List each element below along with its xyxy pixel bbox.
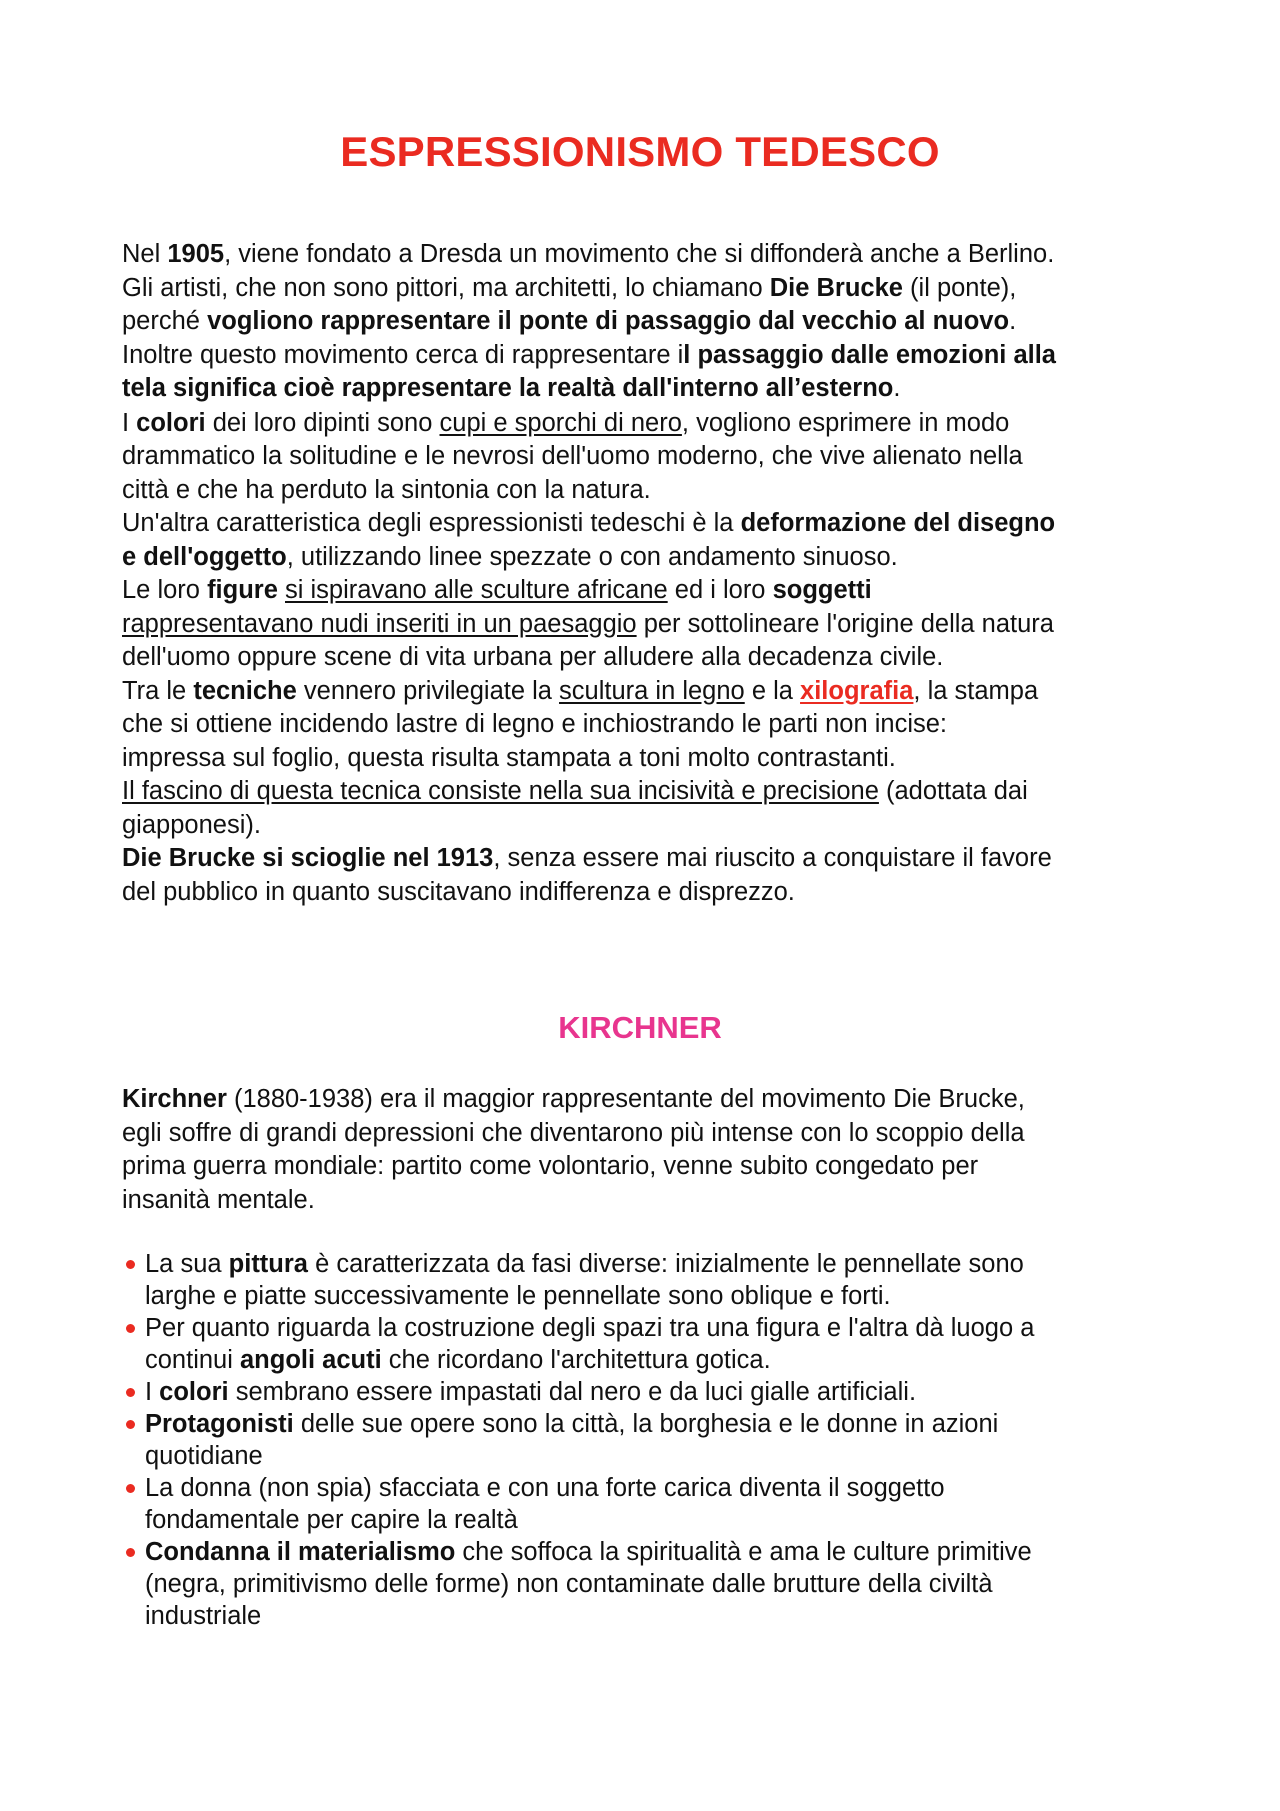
text-line: insanità mentale.	[122, 1185, 315, 1214]
text-line: Gli artisti, che non sono pittori, ma architetti, lo chiamano Die Brucke (il ponte),	[122, 273, 1017, 302]
text-line: giapponesi).	[122, 810, 261, 839]
text-line: e dell'oggetto, utilizzando linee spezzate o con andamento sinuoso.	[122, 542, 898, 571]
text-line: dell'uomo oppure scene di vita urbana per alludere alla decadenza civile.	[122, 643, 944, 671]
section-title-kirchner: KIRCHNER	[558, 1010, 722, 1045]
text-line: drammatico la solitudine e le nevrosi dell'uomo moderno, che vive alienato nella	[122, 442, 1023, 470]
text-line: che si ottiene incidendo lastre di legno e inchiostrando le parti non incise:	[122, 710, 948, 738]
list-item: Condanna il materialismo che soffoca la spiritualità e ama le culture primitive (negra, primitivismo delle forme) non contaminate dalle brutture della civiltà industriale	[122, 1536, 1202, 1632]
list-item: I colori sembrano essere impastati dal nero e da luci gialle artificiali.	[122, 1376, 1202, 1408]
text-line: impressa sul foglio, questa risulta stampata a toni molto contrastanti.	[122, 743, 896, 772]
list-item: La sua pittura è caratterizzata da fasi diverse: inizialmente le pennellate sono larghe e piatte successivamente le pennellate sono oblique e forti.	[122, 1248, 1202, 1312]
text-line: perché vogliono rappresentare il ponte di passaggio dal vecchio al nuovo.	[122, 307, 1017, 335]
xilografia-link[interactable]: xilografia	[800, 676, 914, 705]
list-item: La donna (non spia) sfacciata e con una forte carica diventa il soggetto fondamentale per capire la realtà	[122, 1472, 1202, 1536]
list-item: Protagonisti delle sue opere sono la città, la borghesia e le donne in azioni quotidiane	[122, 1408, 1202, 1472]
intro-paragraph	[122, 238, 1182, 909]
bullet-icon	[126, 1324, 135, 1333]
bullet-icon	[126, 1548, 135, 1557]
text-line: Nel 1905, viene fondato a Dresda un movimento che si diffonderà anche a Berlino.	[122, 240, 1055, 268]
kirchner-paragraph	[122, 1083, 1182, 1217]
text-line: rappresentavano nudi inseriti in un paesaggio per sottolineare l'origine della natura	[122, 609, 1054, 638]
text-line: Tra le tecniche vennero privilegiate la scultura in legno e la xilografia, la stampa	[122, 676, 1039, 705]
page-title: ESPRESSIONISMO TEDESCO	[340, 128, 940, 175]
text-line: Inoltre questo movimento cerca di rappresentare il passaggio dalle emozioni alla	[122, 340, 1056, 369]
text-line: egli soffre di grandi depressioni che diventarono più intense con lo scoppio della	[122, 1118, 1025, 1147]
text-line: I colori dei loro dipinti sono cupi e sporchi di nero, vogliono esprimere in modo	[122, 408, 1010, 437]
text-line: tela significa cioè rappresentare la realtà dall'interno all’esterno.	[122, 374, 901, 402]
kirchner-bullet-list	[122, 1248, 1202, 1632]
text-line: del pubblico in quanto suscitavano indifferenza e disprezzo.	[122, 877, 795, 906]
text-line: città e che ha perduto la sintonia con la natura.	[122, 475, 651, 504]
bullet-icon	[126, 1388, 135, 1397]
list-item: Per quanto riguarda la costruzione degli spazi tra una figura e l'altra dà luogo a continui angoli acuti che ricordano l'architettura gotica.	[122, 1312, 1202, 1376]
text-line: Die Brucke si scioglie nel 1913, senza essere mai riuscito a conquistare il favore	[122, 844, 1052, 872]
text-line: Il fascino di questa tecnica consiste nella sua incisività e precisione (adottata dai	[122, 777, 1028, 805]
bullet-icon	[126, 1420, 135, 1429]
bullet-icon	[126, 1260, 135, 1269]
bullet-icon	[126, 1484, 135, 1493]
text-line: prima guerra mondiale: partito come volontario, venne subito congedato per	[122, 1152, 979, 1180]
text-line: Kirchner (1880-1938) era il maggior rappresentante del movimento Die Brucke,	[122, 1085, 1025, 1113]
text-line: Un'altra caratteristica degli espressionisti tedeschi è la deformazione del disegno	[122, 509, 1056, 537]
text-line: Le loro figure si ispiravano alle sculture africane ed i loro soggetti	[122, 576, 872, 604]
